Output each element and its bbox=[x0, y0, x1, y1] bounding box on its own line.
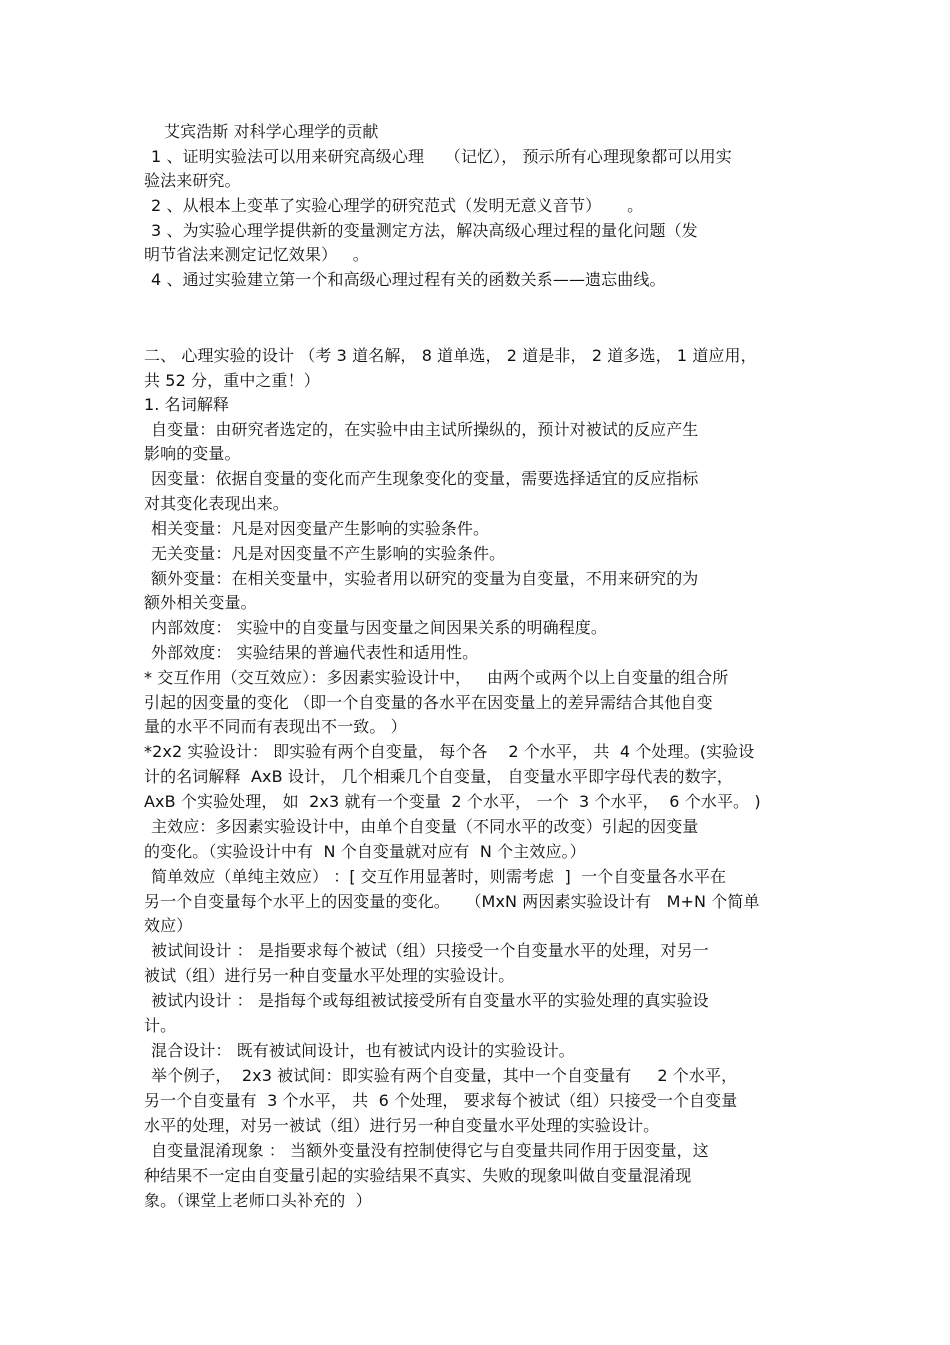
term-2x2-design-line-1: *2x2 实验设计： 即实验有两个自变量， 每个各 2 个水平， 共 4 个处理。(实验设 bbox=[144, 742, 755, 761]
term-simple-effect-line-2: 另一个自变量每个水平上的因变量的变化。 （MxN 两因素实验设计有 M+N 个简单 bbox=[144, 892, 760, 911]
term-confounding-line-2: 种结果不一定由自变量引起的实验结果不真实、失败的现象叫做自变量混淆现 bbox=[144, 1166, 692, 1185]
term-mixed-design: 混合设计： 既有被试间设计，也有被试内设计的实验设计。 bbox=[151, 1041, 575, 1060]
term-independent-variable-line-2: 影响的变量。 bbox=[144, 444, 241, 463]
contribution-3-line-2: 明节省法来测定记忆效果） 。 bbox=[144, 245, 369, 264]
term-within-subjects-line-2: 计。 bbox=[144, 1016, 177, 1035]
term-between-subjects-line-2: 被试（组）进行另一种自变量水平处理的实验设计。 bbox=[144, 966, 515, 985]
example-line-3: 水平的处理，对另一被试（组）进行另一种自变量水平处理的实验设计。 bbox=[144, 1116, 660, 1135]
term-unrelated-variable: 无关变量：凡是对因变量不产生影响的实验条件。 bbox=[151, 544, 506, 563]
term-simple-effect-line-1: 简单效应（单纯主效应） ：[ 交互作用显著时，则需考虑 ] 一个自变量各水平在 bbox=[151, 867, 727, 886]
term-main-effect-line-2: 的变化。（实验设计中有 N 个自变量就对应有 N 个主效应。） bbox=[144, 842, 586, 861]
contribution-2: 2 、从根本上变革了实验心理学的研究范式（发明无意义音节） 。 bbox=[151, 196, 644, 215]
subheading-terms: 1. 名词解释 bbox=[144, 395, 230, 414]
term-internal-validity: 内部效度： 实验中的自变量与因变量之间因果关系的明确程度。 bbox=[151, 618, 607, 637]
section-heading-line-2: 共 52 分，重中之重！） bbox=[144, 371, 320, 390]
term-interaction-line-1: * 交互作用（交互效应）：多因素实验设计中， 由两个或两个以上自变量的组合所 bbox=[144, 668, 729, 687]
section-heading-line-1: 二、 心理实验的设计 （考 3 道名解， 8 道单选， 2 道是非， 2 道多选， 1 道应用， bbox=[144, 346, 757, 365]
term-dependent-variable-line-1: 因变量：依据自变量的变化而产生现象变化的变量，需要选择适宜的反应指标 bbox=[151, 469, 699, 488]
contribution-1-line-2: 验法来研究。 bbox=[144, 171, 241, 190]
term-related-variable: 相关变量：凡是对因变量产生影响的实验条件。 bbox=[151, 519, 490, 538]
term-simple-effect-line-3: 效应） bbox=[144, 916, 193, 935]
term-external-validity: 外部效度： 实验结果的普遍代表性和适用性。 bbox=[151, 643, 479, 662]
term-confounding-line-3: 象。（课堂上老师口头补充的 ） bbox=[144, 1191, 372, 1210]
term-interaction-line-2: 引起的因变量的变化 （即一个自变量的各水平在因变量上的差异需结合其他自变 bbox=[144, 693, 713, 712]
contribution-3-line-1: 3 、为实验心理学提供新的变量测定方法，解决高级心理过程的量化问题（发 bbox=[151, 221, 698, 240]
section-title-ebbinghaus: 艾宾浩斯 对科学心理学的贡献 bbox=[164, 122, 379, 141]
term-2x2-design-line-2: 计的名词解释 AxB 设计， 几个相乘几个自变量， 自变量水平即字母代表的数字， bbox=[144, 767, 733, 786]
contribution-4: 4 、通过实验建立第一个和高级心理过程有关的函数关系——遗忘曲线。 bbox=[151, 270, 666, 289]
term-extraneous-variable-line-2: 额外相关变量。 bbox=[144, 593, 257, 612]
term-dependent-variable-line-2: 对其变化表现出来。 bbox=[144, 494, 289, 513]
term-within-subjects-line-1: 被试内设计 ： 是指每个或每组被试接受所有自变量水平的实验处理的真实验设 bbox=[151, 991, 709, 1010]
term-interaction-line-3: 量的水平不同而有表现出不一致。 ） bbox=[144, 717, 407, 736]
contribution-1-line-1: 1 、证明实验法可以用来研究高级心理 （记忆）， 预示所有心理现象都可以用实 bbox=[151, 147, 732, 166]
term-confounding-line-1: 自变量混淆现象 ： 当额外变量没有控制使得它与自变量共同作用于因变量，这 bbox=[151, 1141, 709, 1160]
term-main-effect-line-1: 主效应：多因素实验设计中，由单个自变量（不同水平的改变）引起的因变量 bbox=[151, 817, 699, 836]
example-line-2: 另一个自变量有 3 个水平， 共 6 个处理， 要求每个被试（组）只接受一个自变量 bbox=[144, 1091, 738, 1110]
example-line-1: 举个例子， 2x3 被试间：即实验有两个自变量，其中一个自变量有 2 个水平， bbox=[151, 1066, 738, 1085]
term-2x2-design-line-3: AxB 个实验处理， 如 2x3 就有一个变量 2 个水平， 一个 3 个水平， 6 个水平。 ) bbox=[144, 792, 761, 811]
term-between-subjects-line-1: 被试间设计 ： 是指要求每个被试（组）只接受一个自变量水平的处理，对另一 bbox=[151, 941, 709, 960]
term-extraneous-variable-line-1: 额外变量：在相关变量中，实验者用以研究的变量为自变量，不用来研究的为 bbox=[151, 569, 699, 588]
term-independent-variable-line-1: 自变量：由研究者选定的，在实验中由主试所操纵的，预计对被试的反应产生 bbox=[151, 420, 699, 439]
